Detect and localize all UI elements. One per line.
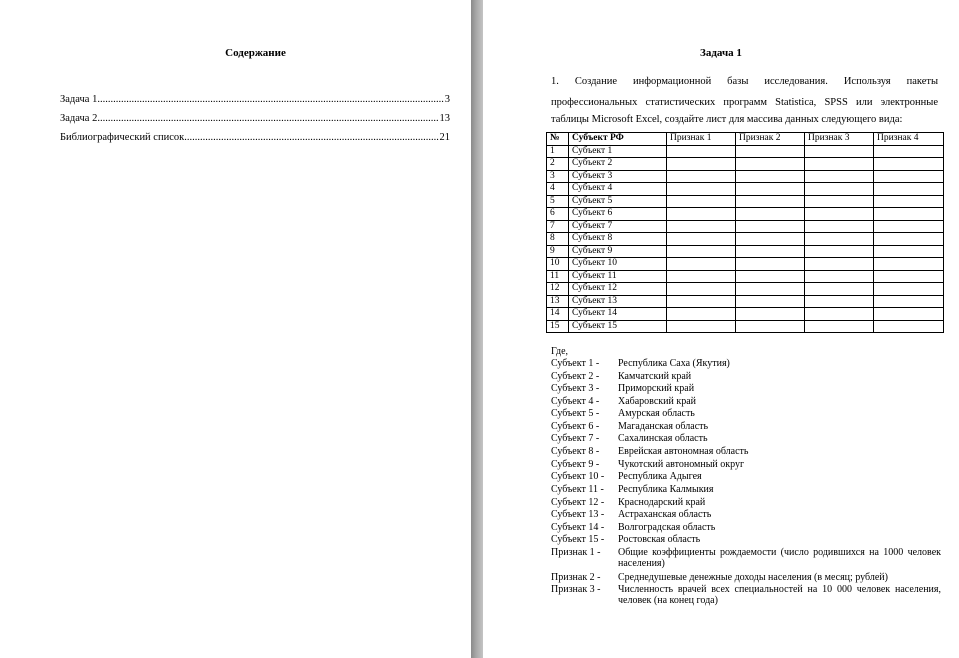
row-number-cell[interactable]: 12 [547,283,569,296]
legend-value: Камчатский край [618,371,692,382]
row-number-cell[interactable]: 5 [547,195,569,208]
table-row [547,245,944,258]
data-table [546,132,944,333]
table-row [547,295,944,308]
column-header: № [547,133,569,146]
value-cell[interactable] [805,283,874,296]
value-cell[interactable] [667,270,736,283]
value-cell[interactable] [667,183,736,196]
legend-key: Субъект 6 - [551,421,600,432]
legend-value: Среднедушевые денежные доходы населения (в месяц; рублей) [618,572,888,583]
value-cell[interactable] [736,308,805,321]
subject-name-cell[interactable]: Субъект 14 [569,308,667,321]
toc-entry-label: Библиографический список [60,132,185,143]
value-cell[interactable] [667,158,736,171]
value-cell[interactable] [667,195,736,208]
legend-key: Субъект 11 - [551,484,604,495]
toc-entry-page: 13 [439,113,450,124]
page-gutter [471,0,483,658]
subject-name-cell[interactable]: Субъект 2 [569,158,667,171]
legend-value: Амурская область [618,408,695,419]
legend-key: Признак 1 - [551,547,601,558]
row-number-cell[interactable]: 9 [547,245,569,258]
legend-value: Республика Калмыкия [618,484,714,495]
table-row [547,170,944,183]
value-cell[interactable] [736,245,805,258]
legend-key: Субъект 5 - [551,408,600,419]
column-header: Признак 1 [667,133,736,146]
legend-value: Хабаровский край [618,396,696,407]
value-cell[interactable] [874,308,944,321]
row-number-cell[interactable]: 6 [547,208,569,221]
legend-key: Субъект 2 - [551,371,600,382]
legend-key: Субъект 9 - [551,459,600,470]
column-header: Признак 2 [736,133,805,146]
subject-name-cell[interactable]: Субъект 5 [569,195,667,208]
value-cell[interactable] [874,195,944,208]
row-number-cell[interactable]: 13 [547,295,569,308]
legend-key: Субъект 14 - [551,522,605,533]
value-cell[interactable] [736,183,805,196]
value-cell[interactable] [736,195,805,208]
value-cell[interactable] [805,158,874,171]
table-row [547,283,944,296]
table-row [547,220,944,233]
legend-value: Еврейская автономная область [618,446,749,457]
value-cell[interactable] [805,320,874,333]
table-row [547,208,944,221]
value-cell[interactable] [667,295,736,308]
value-cell[interactable] [667,233,736,246]
row-number-cell[interactable]: 10 [547,258,569,271]
legend-value: Приморский край [618,383,695,394]
value-cell[interactable] [736,295,805,308]
table-row [547,258,944,271]
value-cell[interactable] [667,283,736,296]
value-cell[interactable] [805,170,874,183]
table-row [547,233,944,246]
row-number-cell[interactable]: 1 [547,145,569,158]
value-cell[interactable] [667,258,736,271]
legend-key: Субъект 12 - [551,497,605,508]
value-cell[interactable] [805,145,874,158]
value-cell[interactable] [874,245,944,258]
legend-value: Ростовская область [618,534,701,545]
value-cell[interactable] [874,283,944,296]
legend-value: Сахалинская область [618,433,708,444]
task-title: Задача 1 [700,47,742,59]
legend-key: Признак 2 - [551,572,601,583]
value-cell[interactable] [805,295,874,308]
value-cell[interactable] [667,208,736,221]
value-cell[interactable] [667,170,736,183]
subject-name-cell[interactable]: Субъект 15 [569,320,667,333]
row-number-cell[interactable]: 3 [547,170,569,183]
value-cell[interactable] [667,220,736,233]
value-cell[interactable] [874,233,944,246]
task-paragraph-line: таблицы Microsoft Excel, создайте лист для массива данных следующего вида: [551,114,903,125]
subject-name-cell[interactable]: Субъект 3 [569,170,667,183]
legend-key: Субъект 3 - [551,383,600,394]
toc-leader-dots [97,94,443,105]
table-row [547,145,944,158]
value-cell[interactable] [736,145,805,158]
value-cell[interactable] [667,145,736,158]
row-number-cell[interactable]: 4 [547,183,569,196]
table-row [547,320,944,333]
value-cell[interactable] [736,258,805,271]
value-cell[interactable] [667,308,736,321]
column-header: Субъект РФ [569,133,667,146]
row-number-cell[interactable]: 15 [547,320,569,333]
subject-name-cell[interactable]: Субъект 13 [569,295,667,308]
row-number-cell[interactable]: 8 [547,233,569,246]
value-cell[interactable] [736,208,805,221]
value-cell[interactable] [805,245,874,258]
value-cell[interactable] [805,258,874,271]
subject-name-cell[interactable]: Субъект 12 [569,283,667,296]
column-header: Признак 3 [805,133,874,146]
legend-value: Общие коэффициенты рождаемости (число родившихся на 1000 человек населения) [618,547,941,569]
subject-name-cell[interactable]: Субъект 9 [569,245,667,258]
value-cell[interactable] [805,220,874,233]
toc-title: Содержание [225,47,286,59]
legend-key: Субъект 15 - [551,534,605,545]
value-cell[interactable] [805,270,874,283]
legend-value: Астраханская область [618,509,712,520]
toc-entry[interactable] [60,113,450,124]
value-cell[interactable] [874,145,944,158]
value-cell[interactable] [736,170,805,183]
legend-value: Волгоградская область [618,522,716,533]
legend-value: Республика Адыгея [618,471,702,482]
value-cell[interactable] [667,245,736,258]
table-row [547,195,944,208]
legend-intro: Где, [551,346,569,357]
value-cell[interactable] [874,220,944,233]
toc-leader-dots [184,132,438,143]
subject-name-cell[interactable]: Субъект 7 [569,220,667,233]
toc-entry[interactable] [60,94,450,105]
legend-key: Субъект 8 - [551,446,600,457]
legend-key: Субъект 13 - [551,509,605,520]
legend-key: Субъект 7 - [551,433,600,444]
row-number-cell[interactable]: 14 [547,308,569,321]
toc-entry-label: Задача 1 [60,94,98,105]
task-paragraph-line: профессиональных статистических программ Statistica, SPSS или электронные [551,97,938,108]
column-header: Признак 4 [874,133,944,146]
table-row [547,158,944,171]
value-cell[interactable] [736,283,805,296]
subject-name-cell[interactable]: Субъект 10 [569,258,667,271]
value-cell[interactable] [805,208,874,221]
table-row [547,308,944,321]
value-cell[interactable] [805,183,874,196]
toc-entry[interactable] [60,132,450,143]
value-cell[interactable] [874,320,944,333]
legend-key: Субъект 10 - [551,471,605,482]
value-cell[interactable] [667,320,736,333]
table-header-row [547,133,944,146]
row-number-cell[interactable]: 7 [547,220,569,233]
value-cell[interactable] [736,220,805,233]
toc-entry-label: Задача 2 [60,113,98,124]
value-cell[interactable] [736,270,805,283]
legend-value: Численность врачей всех специальностей на 10 000 человек населения, человек (на конец года) [618,584,941,606]
subject-name-cell[interactable]: Субъект 11 [569,270,667,283]
value-cell[interactable] [874,170,944,183]
value-cell[interactable] [874,295,944,308]
legend-key: Признак 3 - [551,584,601,595]
value-cell[interactable] [736,233,805,246]
legend-value: Краснодарский край [618,497,706,508]
task-paragraph-line: 1. Создание информационной базы исследования. Используя пакеты [551,76,938,87]
value-cell[interactable] [805,308,874,321]
row-number-cell[interactable]: 11 [547,270,569,283]
toc-leader-dots [97,113,438,124]
value-cell[interactable] [874,270,944,283]
legend-key: Субъект 4 - [551,396,600,407]
value-cell[interactable] [874,158,944,171]
subject-name-cell[interactable]: Субъект 1 [569,145,667,158]
value-cell[interactable] [805,195,874,208]
value-cell[interactable] [805,233,874,246]
value-cell[interactable] [736,320,805,333]
subject-name-cell[interactable]: Субъект 8 [569,233,667,246]
subject-name-cell[interactable]: Субъект 6 [569,208,667,221]
legend-value: Республика Саха (Якутия) [618,358,730,369]
value-cell[interactable] [874,258,944,271]
subject-name-cell[interactable]: Субъект 4 [569,183,667,196]
legend-value: Магаданская область [618,421,709,432]
table-row [547,183,944,196]
legend-key: Субъект 1 - [551,358,600,369]
row-number-cell[interactable]: 2 [547,158,569,171]
toc-entry-page: 3 [444,94,450,105]
legend-value: Чукотский автономный округ [618,459,745,470]
value-cell[interactable] [874,208,944,221]
toc-entry-page: 21 [439,132,450,143]
table-row [547,270,944,283]
value-cell[interactable] [736,158,805,171]
value-cell[interactable] [874,183,944,196]
